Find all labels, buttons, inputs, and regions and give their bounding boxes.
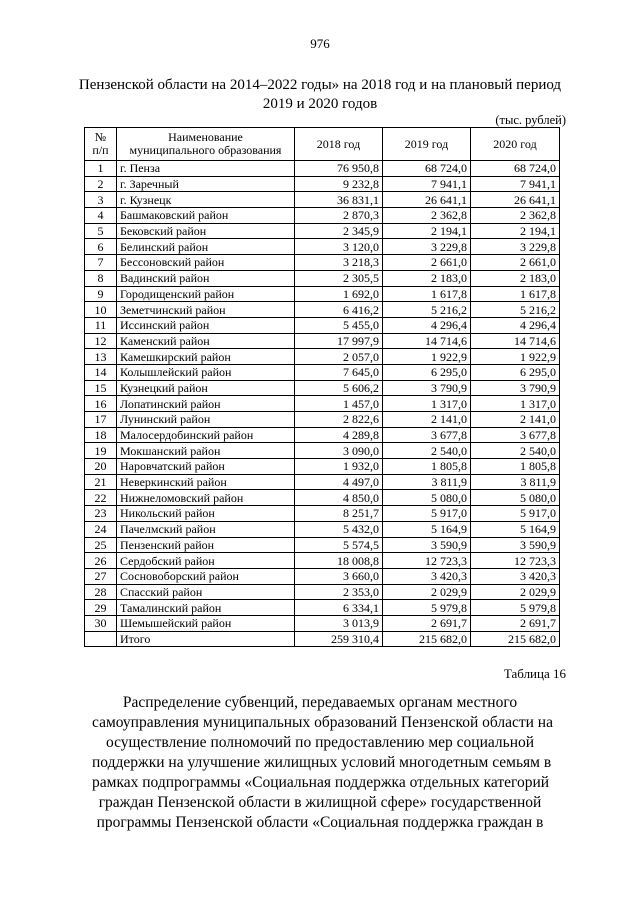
- header-2018: 2018 год: [295, 128, 383, 161]
- row-value-2019: 1 805,8: [383, 459, 471, 475]
- row-value-2020: 5 979,8: [471, 600, 560, 616]
- row-value-2018: 5 455,0: [295, 317, 383, 333]
- row-value-2019: 6 295,0: [383, 364, 471, 380]
- row-value-2018: 4 497,0: [295, 474, 383, 490]
- row-value-2019: 2 029,9: [383, 584, 471, 600]
- row-num: 18: [85, 427, 117, 443]
- row-value-2020: 5 216,2: [471, 302, 560, 318]
- row-municipality: г. Заречный: [117, 176, 295, 192]
- row-municipality: Башмаковский район: [117, 208, 295, 224]
- row-value-2020: 3 790,9: [471, 380, 560, 396]
- row-num: 21: [85, 474, 117, 490]
- row-value-2019: 14 714,6: [383, 333, 471, 349]
- body-line: поддержки на улучшение жилищных условий многодетным семьям в: [92, 754, 552, 771]
- row-num: 8: [85, 270, 117, 286]
- row-value-2018: 1 932,0: [295, 459, 383, 475]
- row-value-2019: 5 917,0: [383, 506, 471, 522]
- table-row: [85, 537, 560, 553]
- row-value-2018: 5 574,5: [295, 537, 383, 553]
- row-num: 15: [85, 380, 117, 396]
- table-row: [85, 349, 560, 365]
- row-value-2018: 36 831,1: [295, 192, 383, 208]
- row-value-2018: 2 305,5: [295, 270, 383, 286]
- table-row: [85, 412, 560, 428]
- row-num: 1: [85, 161, 117, 177]
- row-num: 22: [85, 490, 117, 506]
- table-row: [85, 600, 560, 616]
- row-municipality: Сосновоборский район: [117, 568, 295, 584]
- row-value-2019: 2 194,1: [383, 223, 471, 239]
- header-name: Наименование муниципального образования: [117, 128, 295, 161]
- row-value-2019: 2 141,0: [383, 412, 471, 428]
- row-value-2020: 14 714,6: [471, 333, 560, 349]
- row-value-2019: 5 080,0: [383, 490, 471, 506]
- row-value-2020: 3 811,9: [471, 474, 560, 490]
- row-num: 19: [85, 443, 117, 459]
- row-value-2020: 2 540,0: [471, 443, 560, 459]
- row-num: 2: [85, 176, 117, 192]
- table-row: [85, 615, 560, 631]
- row-value-2019: 5 979,8: [383, 600, 471, 616]
- row-value-2018: 5 432,0: [295, 521, 383, 537]
- row-value-2020: 2 362,8: [471, 208, 560, 224]
- table-row: [85, 396, 560, 412]
- row-num: 6: [85, 239, 117, 255]
- row-municipality: Мокшанский район: [117, 443, 295, 459]
- table-row: [85, 474, 560, 490]
- table-row: [85, 317, 560, 333]
- row-num: 20: [85, 459, 117, 475]
- row-value-2020: 3 677,8: [471, 427, 560, 443]
- table-row: [85, 553, 560, 569]
- row-value-2018: 76 950,8: [295, 161, 383, 177]
- row-value-2018: 2 822,6: [295, 412, 383, 428]
- row-municipality: Тамалинский район: [117, 600, 295, 616]
- row-value-2018: 2 870,3: [295, 208, 383, 224]
- row-num: 24: [85, 521, 117, 537]
- row-municipality: Бековский район: [117, 223, 295, 239]
- body-line: Распределение субвенций, передаваемых органам местного: [122, 694, 518, 711]
- row-value-2019: 3 590,9: [383, 537, 471, 553]
- row-value-2019: 3 811,9: [383, 474, 471, 490]
- row-value-2020: 4 296,4: [471, 317, 560, 333]
- table-row: [85, 176, 560, 192]
- row-municipality: Шемышейский район: [117, 615, 295, 631]
- table-row: [85, 302, 560, 318]
- row-value-2018: 3 013,9: [295, 615, 383, 631]
- row-value-2019: 4 296,4: [383, 317, 471, 333]
- row-municipality: Никольский район: [117, 506, 295, 522]
- table-row: [85, 239, 560, 255]
- row-value-2018: 1 457,0: [295, 396, 383, 412]
- row-num: 28: [85, 584, 117, 600]
- row-num: 30: [85, 615, 117, 631]
- row-value-2019: 1 317,0: [383, 396, 471, 412]
- body-line: рамках подпрограммы «Социальная поддержка отдельных категорий: [92, 774, 550, 791]
- row-value-2019: 3 420,3: [383, 568, 471, 584]
- row-value-2020: 5 917,0: [471, 506, 560, 522]
- row-num: 3: [85, 192, 117, 208]
- row-value-2020: 1 617,8: [471, 286, 560, 302]
- table-row: [85, 270, 560, 286]
- table-row: [85, 521, 560, 537]
- row-value-2019: 5 216,2: [383, 302, 471, 318]
- section-title: [92, 693, 553, 833]
- row-value-2018: 3 090,0: [295, 443, 383, 459]
- row-value-2020: 5 080,0: [471, 490, 560, 506]
- row-municipality: Вадинский район: [117, 270, 295, 286]
- row-value-2020: 3 590,9: [471, 537, 560, 553]
- row-municipality: Малосердобинский район: [117, 427, 295, 443]
- table-row: [85, 255, 560, 271]
- row-num: 23: [85, 506, 117, 522]
- row-value-2018: 6 334,1: [295, 600, 383, 616]
- row-value-2019: 26 641,1: [383, 192, 471, 208]
- table-row: [85, 364, 560, 380]
- row-value-2019: 12 723,3: [383, 553, 471, 569]
- table-row: [85, 459, 560, 475]
- table-label: Таблица 16: [503, 666, 566, 681]
- row-value-2019: 2 183,0: [383, 270, 471, 286]
- row-value-2020: 5 164,9: [471, 521, 560, 537]
- row-value-2020: 2 183,0: [471, 270, 560, 286]
- row-value-2018: 3 120,0: [295, 239, 383, 255]
- total-row: [85, 631, 560, 647]
- row-value-2020: 7 941,1: [471, 176, 560, 192]
- row-value-2020: 2 029,9: [471, 584, 560, 600]
- row-value-2018: 6 416,2: [295, 302, 383, 318]
- row-municipality: Городищенский район: [117, 286, 295, 302]
- row-municipality: Лопатинский район: [117, 396, 295, 412]
- row-municipality: г. Пенза: [117, 161, 295, 177]
- row-value-2020: 68 724,0: [471, 161, 560, 177]
- row-value-2019: 2 661,0: [383, 255, 471, 271]
- table-row: [85, 380, 560, 396]
- row-value-2018: 2 353,0: [295, 584, 383, 600]
- row-value-2019: 2 691,7: [383, 615, 471, 631]
- row-municipality: Итого: [117, 631, 295, 647]
- row-municipality: Камешкирский район: [117, 349, 295, 365]
- row-num: 29: [85, 600, 117, 616]
- row-num: 7: [85, 255, 117, 271]
- row-value-2019: 2 540,0: [383, 443, 471, 459]
- row-municipality: Нижнеломовский район: [117, 490, 295, 506]
- row-value-2020: 2 141,0: [471, 412, 560, 428]
- row-num: 9: [85, 286, 117, 302]
- row-num: [85, 631, 117, 647]
- header-2020: 2020 год: [471, 128, 560, 161]
- row-num: 10: [85, 302, 117, 318]
- body-line: программы Пензенской области «Социальная поддержка граждан в: [96, 814, 544, 831]
- table-row: [85, 568, 560, 584]
- row-value-2018: 4 289,8: [295, 427, 383, 443]
- row-value-2020: 12 723,3: [471, 553, 560, 569]
- row-value-2018: 3 660,0: [295, 568, 383, 584]
- row-num: 13: [85, 349, 117, 365]
- page-number: 976: [310, 36, 330, 51]
- row-value-2018: 8 251,7: [295, 506, 383, 522]
- row-municipality: Лунинский район: [117, 412, 295, 428]
- row-value-2018: 2 345,9: [295, 223, 383, 239]
- row-municipality: Земетчинский район: [117, 302, 295, 318]
- row-value-2020: 2 661,0: [471, 255, 560, 271]
- row-num: 27: [85, 568, 117, 584]
- row-value-2019: 1 617,8: [383, 286, 471, 302]
- row-value-2020: 215 682,0: [471, 631, 560, 647]
- row-value-2018: 17 997,9: [295, 333, 383, 349]
- row-num: 25: [85, 537, 117, 553]
- row-municipality: г. Кузнецк: [117, 192, 295, 208]
- row-municipality: Бессоновский район: [117, 255, 295, 271]
- row-value-2018: 2 057,0: [295, 349, 383, 365]
- row-municipality: Каменский район: [117, 333, 295, 349]
- table-row: [85, 333, 560, 349]
- subsidy-table: [84, 127, 560, 647]
- row-value-2019: 3 229,8: [383, 239, 471, 255]
- body-line: самоуправления муниципальных образований Пензенской области на: [92, 714, 553, 731]
- body-line: осуществление полномочий по предоставлению мер социальной: [105, 734, 535, 751]
- row-num: 26: [85, 553, 117, 569]
- header-num: № п/п: [85, 128, 117, 161]
- row-municipality: Пачелмский район: [117, 521, 295, 537]
- row-value-2020: 1 922,9: [471, 349, 560, 365]
- row-num: 14: [85, 364, 117, 380]
- row-value-2019: 3 790,9: [383, 380, 471, 396]
- row-value-2018: 18 008,8: [295, 553, 383, 569]
- table-row: [85, 223, 560, 239]
- row-value-2020: 1 317,0: [471, 396, 560, 412]
- table-row: [85, 286, 560, 302]
- row-num: 5: [85, 223, 117, 239]
- table-row: [85, 490, 560, 506]
- row-value-2019: 3 677,8: [383, 427, 471, 443]
- row-num: 12: [85, 333, 117, 349]
- row-municipality: Иссинский район: [117, 317, 295, 333]
- body-line: граждан Пензенской области в жилищной сфере» государственной: [98, 794, 542, 811]
- units-label: (тыс. рублей): [495, 113, 566, 127]
- table-header-row: [85, 128, 560, 161]
- row-value-2019: 2 362,8: [383, 208, 471, 224]
- row-municipality: Сердобский район: [117, 553, 295, 569]
- row-municipality: Спасский район: [117, 584, 295, 600]
- row-municipality: Белинский район: [117, 239, 295, 255]
- table-heading: [60, 76, 580, 114]
- table-row: [85, 506, 560, 522]
- row-value-2018: 3 218,3: [295, 255, 383, 271]
- heading-line: 2019 и 2020 годов: [262, 96, 378, 112]
- row-municipality: Пензенский район: [117, 537, 295, 553]
- row-value-2018: 7 645,0: [295, 364, 383, 380]
- row-municipality: Колышлейский район: [117, 364, 295, 380]
- row-value-2019: 68 724,0: [383, 161, 471, 177]
- row-value-2020: 3 229,8: [471, 239, 560, 255]
- row-num: 11: [85, 317, 117, 333]
- row-value-2020: 3 420,3: [471, 568, 560, 584]
- row-value-2018: 4 850,0: [295, 490, 383, 506]
- table-row: [85, 161, 560, 177]
- row-value-2018: 259 310,4: [295, 631, 383, 647]
- row-value-2020: 26 641,1: [471, 192, 560, 208]
- row-num: 4: [85, 208, 117, 224]
- heading-line: Пензенской области на 2014–2022 годы» на 2018 год и на плановый период: [78, 77, 562, 93]
- row-value-2020: 1 805,8: [471, 459, 560, 475]
- row-value-2019: 1 922,9: [383, 349, 471, 365]
- row-value-2019: 7 941,1: [383, 176, 471, 192]
- header-2019: 2019 год: [383, 128, 471, 161]
- table-row: [85, 192, 560, 208]
- table-row: [85, 443, 560, 459]
- row-value-2018: 5 606,2: [295, 380, 383, 396]
- table-row: [85, 427, 560, 443]
- row-value-2020: 2 691,7: [471, 615, 560, 631]
- row-num: 16: [85, 396, 117, 412]
- row-value-2018: 1 692,0: [295, 286, 383, 302]
- row-num: 17: [85, 412, 117, 428]
- row-value-2020: 2 194,1: [471, 223, 560, 239]
- row-value-2019: 215 682,0: [383, 631, 471, 647]
- row-municipality: Наровчатский район: [117, 459, 295, 475]
- row-value-2019: 5 164,9: [383, 521, 471, 537]
- row-value-2018: 9 232,8: [295, 176, 383, 192]
- row-municipality: Неверкинский район: [117, 474, 295, 490]
- row-municipality: Кузнецкий район: [117, 380, 295, 396]
- table-row: [85, 208, 560, 224]
- row-value-2020: 6 295,0: [471, 364, 560, 380]
- table-row: [85, 584, 560, 600]
